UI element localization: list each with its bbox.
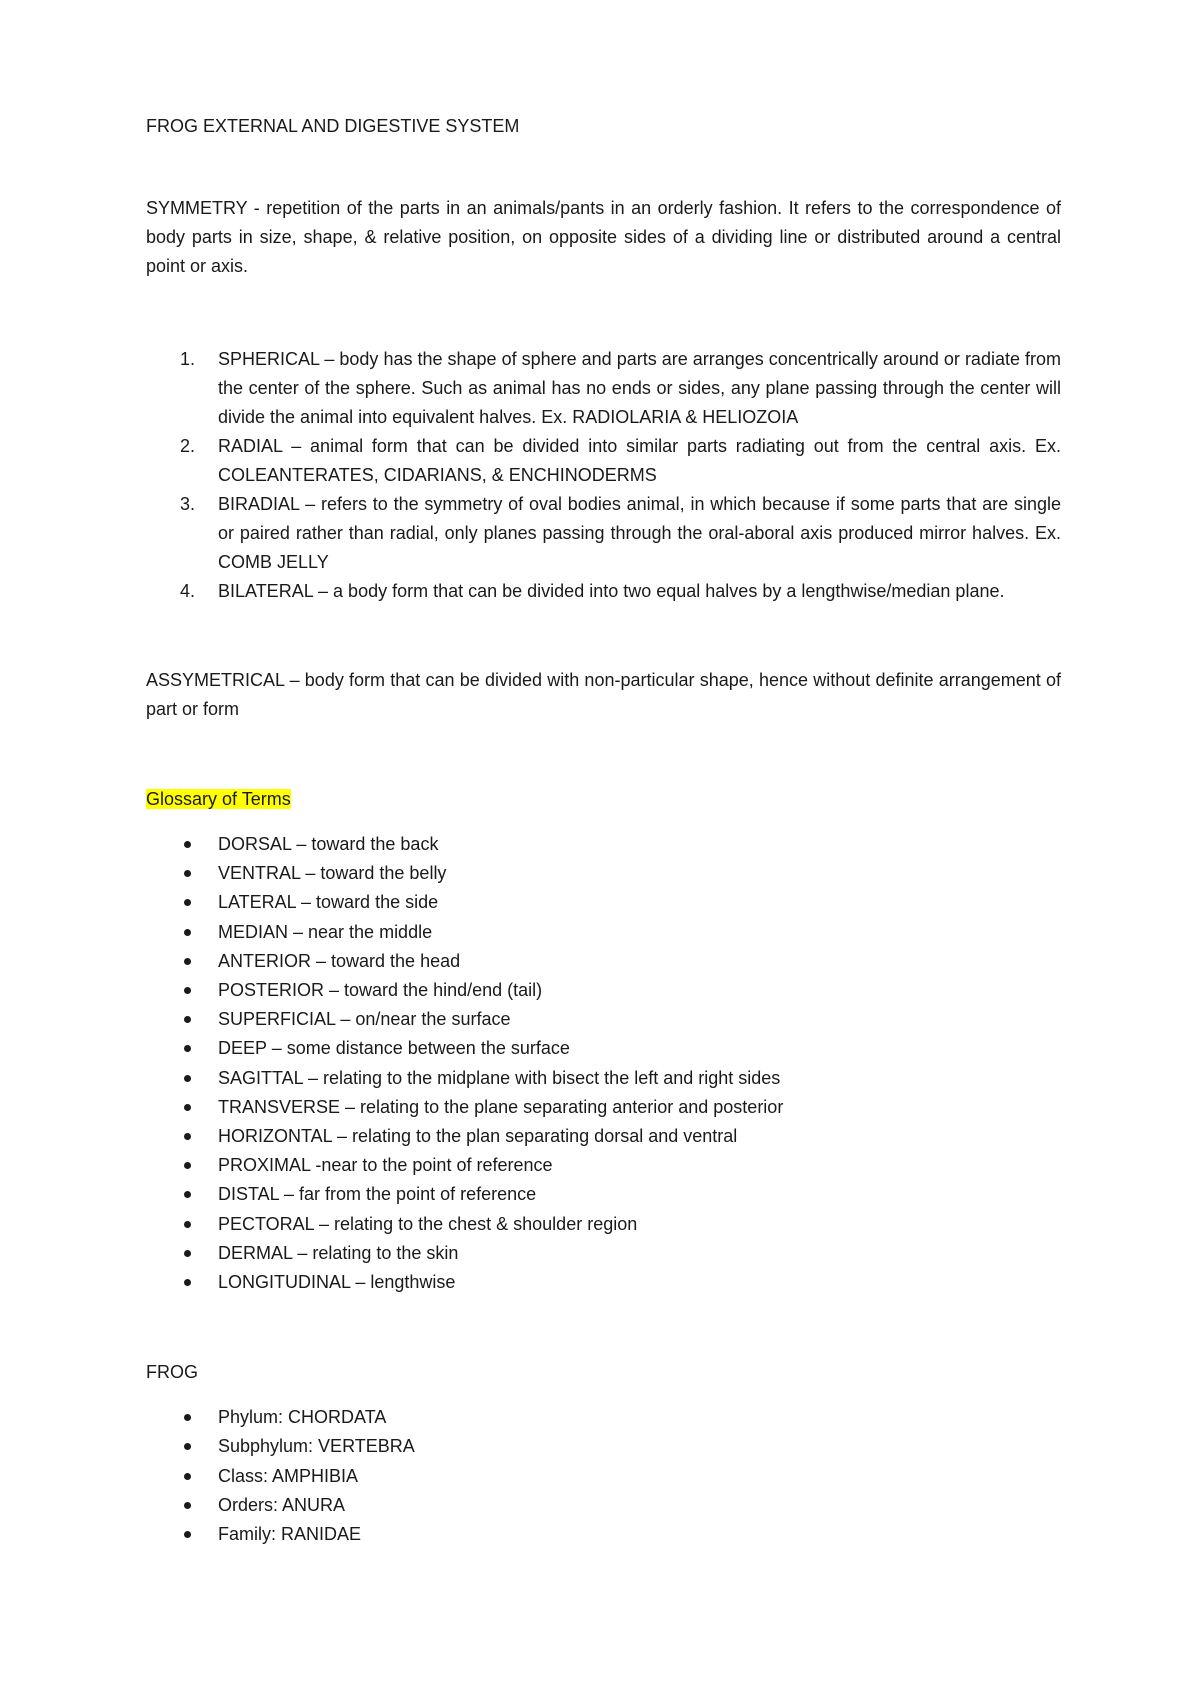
list-number: 3. [180,494,196,514]
list-item [146,888,1061,917]
classification-item: Phylum: CHORDATA [218,1407,387,1428]
bullet-icon [184,870,191,877]
glossary-term: DERMAL – relating to the skin [218,1242,459,1263]
glossary-heading-text: Glossary of Terms [146,789,291,809]
bullet-icon [184,1502,191,1509]
bullet-icon [184,1279,191,1286]
list-item [146,918,1061,947]
classification-item: Orders: ANURA [218,1494,346,1515]
list-item-text: BIRADIAL – refers to the symmetry of oval bodies animal, in which because if some parts that are single or paired rather than radial, only planes passing through the oral-aboral axis produced mirror halves. Ex. COMB JELLY [218,494,1061,572]
list-item [146,1520,1061,1549]
list-item [146,490,1061,577]
glossary-term: LATERAL – toward the side [218,892,439,913]
glossary-term: LONGITUDINAL – lengthwise [218,1272,456,1293]
asymmetrical-definition: ASSYMETRICAL – body form that can be divided with non-particular shape, hence without definite arrangement of part or form [146,670,1061,719]
glossary-term: ANTERIOR – toward the head [218,950,461,971]
glossary-term: SAGITTAL – relating to the midplane with bisect the left and right sides [218,1067,781,1088]
symmetry-definition: SYMMETRY - repetition of the parts in an animals/pants in an orderly fashion. It refers to the correspondence of body parts in size, shape, & relative position, on opposite sides of a dividing line or distributed around a central point or axis. [146,198,1061,276]
list-item [146,1210,1061,1239]
list-item [146,1034,1061,1063]
classification-item: Subphylum: VERTEBRA [218,1436,415,1457]
bullet-icon [184,987,191,994]
glossary-term: PECTORAL – relating to the chest & shoulder region [218,1213,638,1234]
glossary-term: DEEP – some distance between the surface [218,1038,570,1059]
list-item [146,1093,1061,1122]
frog-classification-list [146,1403,1061,1549]
bullet-icon [184,1045,191,1052]
glossary-term: VENTRAL – toward the belly [218,863,447,884]
bullet-icon [184,1443,191,1450]
list-item [146,1151,1061,1180]
list-number: 1. [180,349,196,369]
bullet-icon [184,1221,191,1228]
bullet-icon [184,929,191,936]
document-title: FROG EXTERNAL AND DIGESTIVE SYSTEM [146,116,520,136]
list-item [146,1491,1061,1520]
list-item [146,1122,1061,1151]
glossary-term: SUPERFICIAL – on/near the surface [218,1009,511,1030]
glossary-term: POSTERIOR – toward the hind/end (tail) [218,980,543,1001]
bullet-icon [184,1414,191,1421]
list-item [146,1268,1061,1297]
bullet-icon [184,1531,191,1538]
list-item-text: BILATERAL – a body form that can be divided into two equal halves by a lengthwise/median plane. [218,581,1005,601]
list-item [146,976,1061,1005]
bullet-icon [184,1104,191,1111]
glossary-term: PROXIMAL -near to the point of reference [218,1155,553,1176]
list-item [146,1432,1061,1461]
bullet-icon [184,1473,191,1480]
bullet-icon [184,1162,191,1169]
list-item [146,1064,1061,1093]
bullet-icon [184,1075,191,1082]
list-item [146,1403,1061,1432]
list-item [146,947,1061,976]
frog-heading: FROG [146,1362,198,1383]
list-item [146,1462,1061,1491]
list-number: 2. [180,436,196,456]
bullet-icon [184,1133,191,1140]
glossary-term: DISTAL – far from the point of reference [218,1184,537,1205]
glossary-term: MEDIAN – near the middle [218,921,433,942]
bullet-icon [184,841,191,848]
list-item [146,345,1061,432]
list-item [146,830,1061,859]
bullet-icon [184,1250,191,1257]
list-item-text: RADIAL – animal form that can be divided into similar parts radiating out from the central axis. Ex. COLEANTERATES, CIDARIANS, & ENCHINODERMS [218,436,1061,485]
list-item [146,859,1061,888]
document-page [146,112,1061,1549]
list-item [146,1239,1061,1268]
glossary-term: HORIZONTAL – relating to the plan separating dorsal and ventral [218,1126,738,1147]
glossary-term: TRANSVERSE – relating to the plane separating anterior and posterior [218,1096,784,1117]
glossary-heading [146,785,1061,814]
classification-item: Class: AMPHIBIA [218,1465,359,1486]
bullet-icon [184,1191,191,1198]
glossary-list [146,830,1061,1297]
glossary-term: DORSAL – toward the back [218,834,439,854]
list-item [146,1005,1061,1034]
classification-item: Family: RANIDAE [218,1524,362,1545]
bullet-icon [184,899,191,906]
bullet-icon [184,1016,191,1023]
symmetry-types-list [146,345,1061,606]
list-item [146,1180,1061,1209]
list-number: 4. [180,581,196,601]
list-item [146,432,1061,490]
list-item-text: SPHERICAL – body has the shape of sphere and parts are arranges concentrically around or radiate from the center of the sphere. Such as animal has no ends or sides, any plane passing through the center will divide the animal into equivalent halves. Ex. RADIOLARIA & HELIOZOIA [218,349,1061,427]
bullet-icon [184,958,191,965]
list-item [146,577,1061,606]
